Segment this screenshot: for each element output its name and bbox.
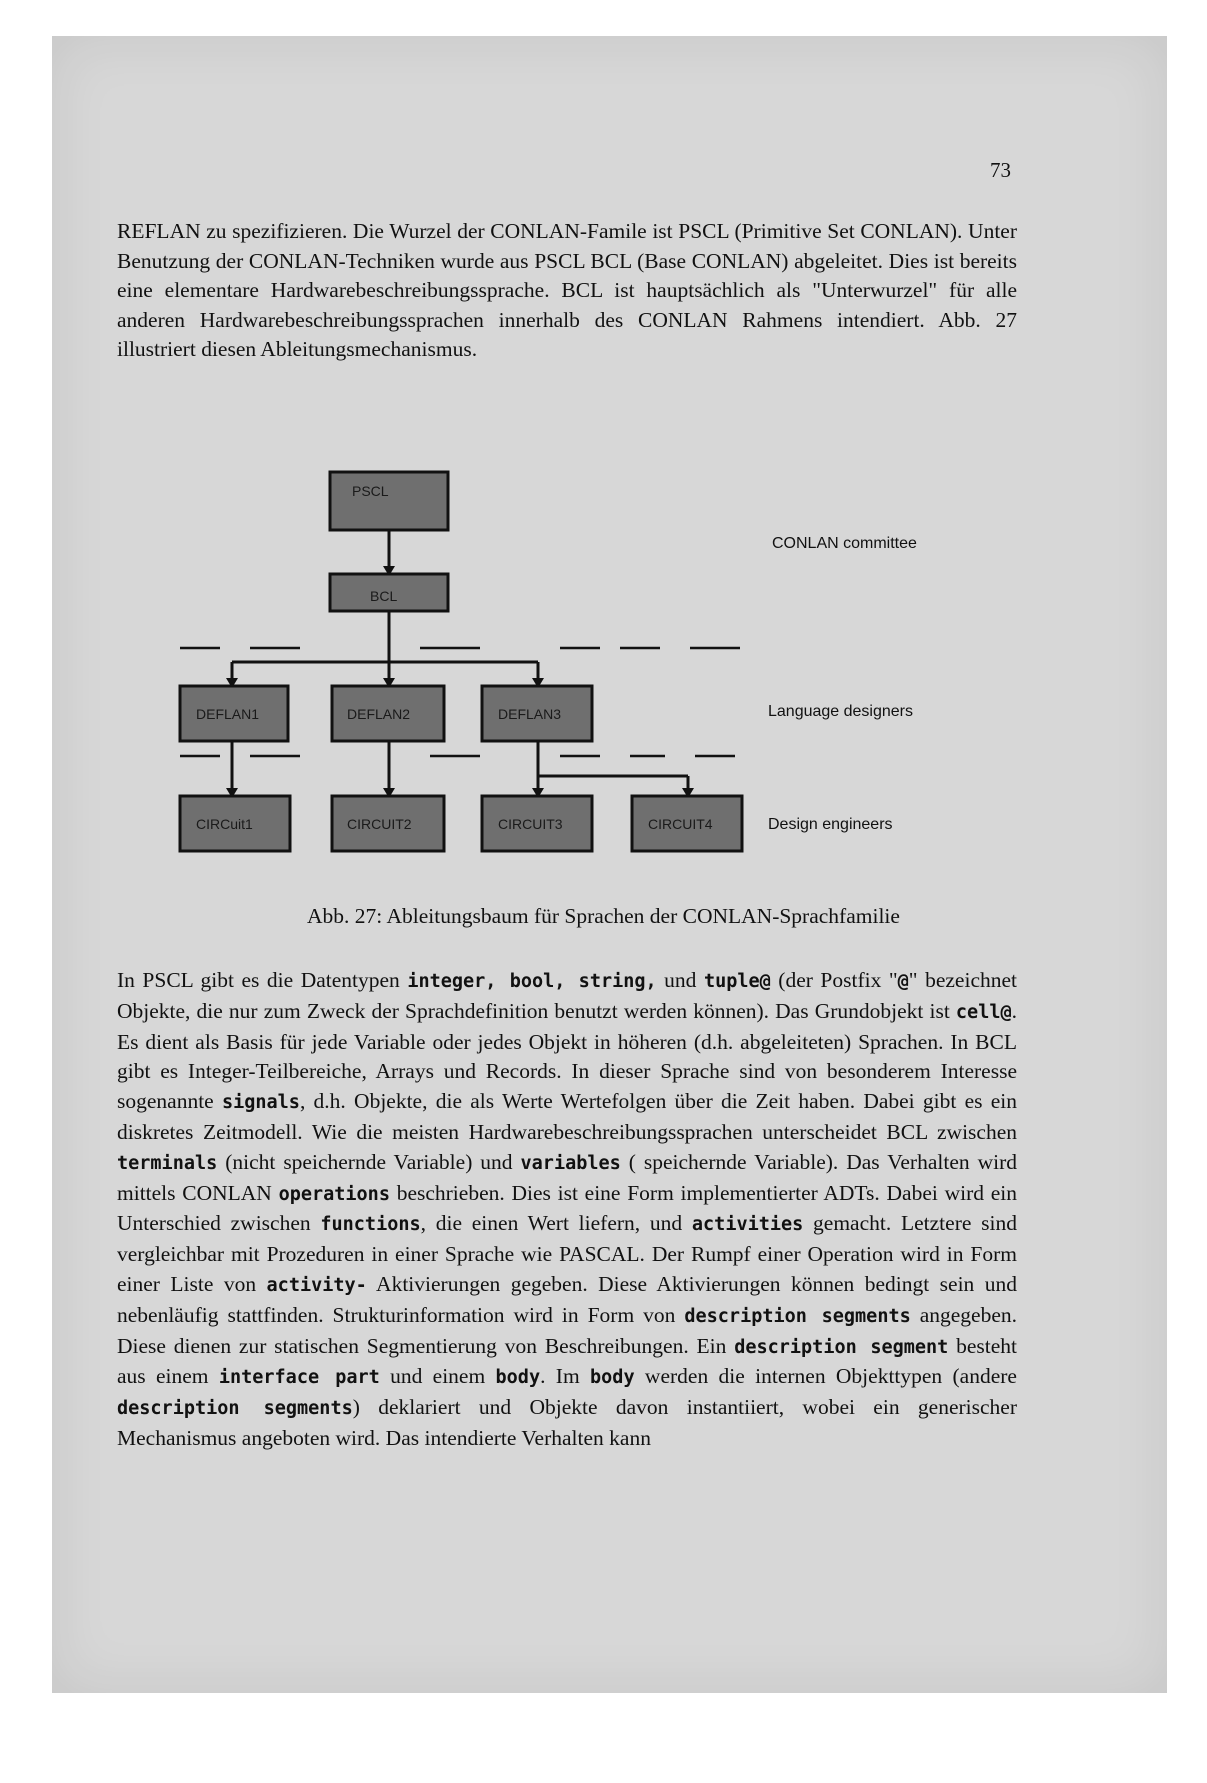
text-run: ( speichernde Variable). Das Verhalten wird mittels CONLAN — [117, 1149, 1017, 1205]
code-term: terminals — [117, 1152, 218, 1174]
text-run: . Es dient als Basis für jede Variable oder jedes Objekt in höheren (d.h. abgeleiteten) Sprachen. In BCL gibt es Integer-Teilbereiche, Arrays und Records. In dieser Sprache sind von besonderem Interesse sogenannte — [117, 998, 1017, 1114]
text-run: , die einen Wert liefern, und — [420, 1211, 692, 1236]
text-run: " bezeichnet Objekte, die nur zum Zweck der Sprachdefinition benutzt werden können). Das Grundobjekt ist — [117, 968, 1018, 1023]
text-run: angegeben. Diese dienen zur statischen Segmentierung von Beschreibungen. Ein — [117, 1302, 1018, 1358]
code-term: tuple@ — [703, 971, 771, 992]
code-term: operations — [278, 1183, 390, 1205]
paragraph-intro: REFLAN zu spezifizieren. Die Wurzel der CONLAN-Famile ist PSCL (Primitive Set CONLAN). Unter Benutzung der CONLAN-Techniken wurde aus PSCL BCL (Base CONLAN) abgeleitet. Dies ist bereits eine elementare Hardwarebeschreibungssprache. BCL ist hauptsächlich als "Unterwurzel" für alle anderen Hardwarebeschreibungssprachen innerhalb des CONLAN Rahmens intendiert. Abb. 27 illustriert diesen Ableitungsmechanismus. — [117, 219, 1017, 361]
text-run: werden die internen Objekttypen (andere — [634, 1364, 1017, 1389]
text-run: (der Postfix " — [770, 968, 898, 992]
text-run: ) deklariert und Objekte davon instantiiert, wobei ein generischer Mechanismus angeboten wird. Das intendierte Verhalten kann — [117, 1395, 1017, 1450]
label-design-engineers: Design engineers — [768, 816, 893, 833]
code-term: interface part — [218, 1367, 380, 1389]
code-term: integer, bool, string, — [407, 971, 657, 992]
label-circuit4: CIRCUIT4 — [648, 816, 713, 832]
label-circuit1: CIRCuit1 — [196, 816, 253, 832]
label-circuit2: CIRCUIT2 — [347, 816, 412, 832]
text-run: beschrieben. Dies ist eine Form implementierter ADTs. Dabei wird ein Unterschied zwischen — [117, 1180, 1017, 1236]
label-deflan1: DEFLAN1 — [196, 706, 260, 722]
code-term: variables — [520, 1152, 621, 1174]
paragraph-datatypes — [117, 966, 1017, 1454]
text-run: besteht aus einem — [117, 1333, 1018, 1389]
code-term: @ — [897, 971, 909, 992]
code-term: functions — [320, 1214, 421, 1236]
code-term: activity- — [266, 1274, 367, 1296]
text-run: In PSCL gibt es die Datentypen — [117, 968, 408, 992]
box-pscl — [330, 472, 448, 530]
code-term: description segments — [684, 1305, 911, 1327]
label-pscl: PSCL — [352, 483, 389, 499]
text-run: , d.h. Objekte, die als Werte Wertefolgen über die Zeit haben. Dabei gibt es ein diskretes Zeitmodell. Wie die meisten Hardwarebeschreibungssprachen unterscheidet BCL zwischen — [117, 1089, 1018, 1144]
label-bcl: BCL — [370, 588, 398, 604]
figure-caption: Abb. 27: Ableitungsbaum für Sprachen der CONLAN-Sprachfamilie — [307, 904, 900, 928]
label-circuit3: CIRCUIT3 — [498, 816, 563, 832]
code-term: body — [590, 1367, 635, 1389]
label-deflan2: DEFLAN2 — [347, 706, 411, 722]
page-number: 73 — [990, 158, 1011, 182]
code-term: description segment — [734, 1336, 949, 1358]
label-deflan3: DEFLAN3 — [498, 706, 562, 722]
code-term: signals — [221, 1092, 300, 1114]
code-term: activities — [691, 1214, 804, 1236]
text-run: (nicht speichernde Variable) und — [217, 1149, 521, 1174]
text-run: . Im — [540, 1364, 591, 1389]
text-run: und — [656, 968, 704, 992]
text-run: und einem — [379, 1364, 496, 1389]
label-language-designers: Language designers — [768, 703, 914, 720]
code-term: description segments — [117, 1398, 353, 1420]
text-run: gemacht. Letztere sind vergleichbar mit Prozeduren in einer Sprache wie PASCAL. Der Rumpf einer Operation wird in Form einer Liste von — [117, 1211, 1017, 1296]
code-term: body — [495, 1367, 541, 1389]
text-run: Aktivierungen gegeben. Diese Aktivierungen können bedingt sein und nebenläufig stattfinden. Strukturinformation wird in Form von — [117, 1271, 1017, 1327]
label-conlan-committee: CONLAN committee — [772, 535, 917, 552]
code-term: cell@ — [955, 1001, 1012, 1023]
